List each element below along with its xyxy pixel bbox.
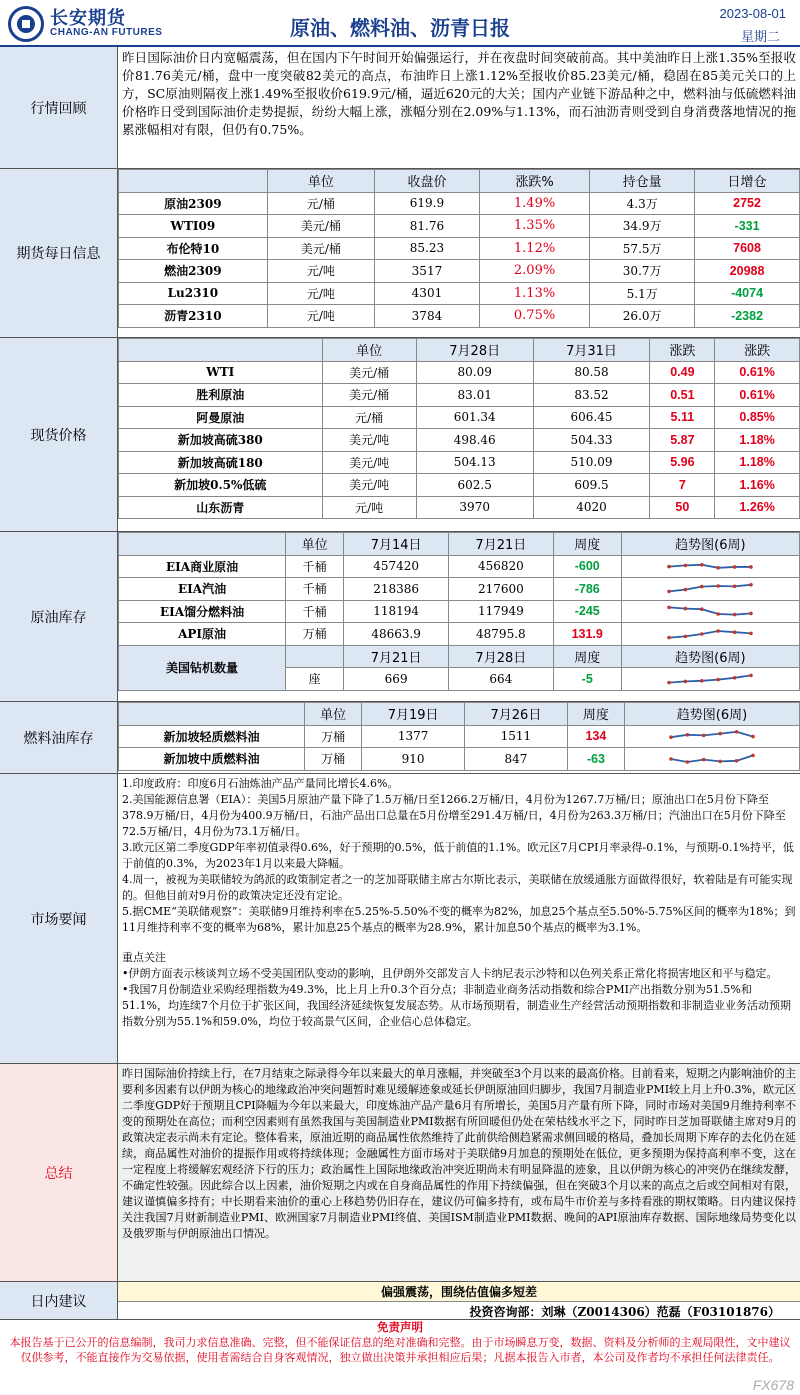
column-header: 7月19日	[362, 703, 465, 726]
section-label: 原油库存	[0, 532, 118, 701]
trend-line	[669, 631, 751, 638]
trend-chart-cell	[621, 623, 799, 646]
price-prev: 601.34	[416, 406, 533, 429]
change-pct: 1.49%	[479, 192, 589, 215]
disclaimer-text: 本报告基于已公开的信息编制，我司力求信息准确、完整，但不能保证信息的绝对准确和完整。由于市场瞬息万变，数据、资料及分析师的主观局限性，文中建议仅供参考，不能直接作为交易依据，使用者需结合自身客观情况，独立做出决策并承担相应后果；凡据本报告入市者，本公司及作者均不承担任何法律责任。	[9, 1336, 791, 1364]
trend-line	[669, 675, 751, 682]
weekly-change: -245	[553, 600, 621, 623]
trend-point	[733, 565, 737, 569]
price-change-pct: 0.85%	[715, 406, 800, 429]
spot-table	[118, 338, 800, 519]
column-header: 7月21日	[344, 645, 449, 668]
unit: 美元/桶	[322, 361, 416, 384]
price-change: 0.49	[650, 361, 715, 384]
unit: 万桶	[305, 748, 362, 771]
unit: 元/桶	[267, 192, 374, 215]
unit: 美元/吨	[322, 451, 416, 474]
table-header-row	[119, 533, 800, 556]
fuel-inventory-table	[118, 702, 800, 771]
close-price: 4301	[375, 282, 480, 305]
disclaimer	[0, 1320, 800, 1395]
trend-point	[750, 612, 754, 616]
trend-sparkline	[665, 626, 755, 642]
report-title: 原油、燃料油、沥青日报	[290, 16, 510, 40]
table-header-row	[119, 170, 800, 193]
trend-point	[669, 757, 673, 761]
table-row	[119, 623, 800, 646]
table-header-row	[119, 703, 800, 726]
contract-name: 原油2309	[119, 192, 268, 215]
price-curr: 4020	[533, 496, 650, 519]
fuel-inventory-section	[0, 702, 800, 774]
trend-point	[668, 565, 672, 569]
unit: 元/吨	[322, 496, 416, 519]
trend-chart-cell	[621, 668, 799, 691]
table-row	[119, 555, 800, 578]
column-header: 单位	[322, 339, 416, 362]
daily-oi-change: 7608	[695, 237, 800, 260]
price-change: 5.87	[650, 429, 715, 452]
close-price: 81.76	[375, 215, 480, 238]
price-change: 5.96	[650, 451, 715, 474]
trend-point	[686, 760, 690, 764]
table-header-row	[119, 339, 800, 362]
trend-point	[751, 753, 755, 757]
unit: 美元/吨	[322, 474, 416, 497]
product-name: 新加坡高硫180	[119, 451, 323, 474]
trend-sparkline	[665, 581, 755, 597]
trend-point	[700, 632, 704, 636]
contract-name: Lu2310	[119, 282, 268, 305]
trend-point	[686, 733, 690, 737]
market-review-text: 昨日国际油价日内宽幅震荡，但在国内下午时间开始偏强运行，并在夜盘时间突破前高。其中美油昨日上涨1.35%至报收价81.76美元/桶，盘中一度突破82美元的高点，布油昨日上涨1.12%至报收价85.23美元/桶，稳固在85美元关口的上方，SC原油则隔夜上涨1.49%至报收价619.9元/桶，逼近620元的大关；国内产业链下游品种之中，燃料油与低硫燃料油价格昨日受到国际油价走势提振，纷纷大幅上涨，涨幅分别在2.09%与1.13%，而石油沥青则受到自身消费落地情况的拖累涨幅相对有限，但仍有0.75%。	[122, 50, 796, 137]
column-header	[119, 703, 305, 726]
trend-point	[750, 673, 754, 677]
change-pct: 2.09%	[479, 260, 589, 283]
value-curr: 217600	[448, 578, 553, 601]
price-prev: 498.46	[416, 429, 533, 452]
summary-text: 昨日国际油价持续上行，在7月结束之际录得今年以来最大的单月涨幅，并突破至3个月以来的最高价格。目前看来，短期之内影响油价的主要利多因素有以伊朗为核心的地缘政治冲突问题暂时难见缓解迹象或延长伊朗原油回归脚步，我国7月制造业PMI较上月上升0.3%，欧元区二季度GDP好于预期且CPI降幅为今年以来最大，印度炼油产品产量6月有所增长，美国5月产量有所下降，同时市场对美国9月维持利率不变的预期处在高位；而利空因素则有虽然我国与美国制造业PMI数据有所回暖但仍处在荣枯线水平之下，同时昨日芝加哥联储主席对9月的政策决定表示尚未有定论。整体看来，原油近期的商品属性依然维持了此前供给侧趋紧需求侧回暖的格局，叠加长周期下库存的去化仍在延续，商品属性对油价的提振作用或将持续体现；金融属性方面市场对于美联储9月加息的预期处在低位，更多预期为保持高利率不变，这在一定程度上将缓解宏观经济下行的压力；政治属性上国际地缘政治冲突近期尚未有明显降温的迹象，且以伊朗为核心的冲突仍在继续发酵，不确定性较强。因此综合以上因素，油价短期之内或在自身商品属性的作用下持续偏强，但在突破3个月以来的高点之后或空间相对有限，建议谨慎偏多持有；中长期看来油价的重心上移趋势仍旧存在，建议仍可偏多持有，或布局牛市价差与多持看涨的期权策略。日内建议保持关注我国7月财新制造业PMI、欧洲国家7月制造业PMI终值、美国ISM制造业PMI数据、晚间的API原油库存数据、国际地缘局势变化以及俄罗斯与伊朗原油出口情况。	[118, 1064, 800, 1244]
weekly-change: -600	[553, 555, 621, 578]
table-row	[119, 578, 800, 601]
value-prev: 669	[344, 668, 449, 691]
trend-point	[750, 583, 754, 587]
section-label: 期货每日信息	[0, 169, 118, 337]
trend-point	[717, 566, 721, 570]
news-item: 3.欧元区第二季度GDP年率初值录得0.6%，好于预期的0.5%，低于前值的1.1%。欧元区7月CPI月率录得-0.1%，与预期-0.1%持平，低于前值的0.3%，为2023年1月以来最大降幅。	[122, 841, 794, 870]
rig-count-name: 美国钻机数量	[119, 645, 286, 690]
column-header: 7月14日	[344, 533, 449, 556]
trend-point	[684, 634, 688, 638]
column-header: 7月26日	[465, 703, 568, 726]
unit: 万桶	[305, 725, 362, 748]
value-curr: 456820	[448, 555, 553, 578]
product-name: WTI	[119, 361, 323, 384]
column-header: 单位	[286, 533, 344, 556]
price-curr: 504.33	[533, 429, 650, 452]
unit: 元/吨	[267, 305, 374, 328]
table-row	[119, 496, 800, 519]
trend-sparkline	[665, 603, 755, 619]
column-header: 涨跌	[650, 339, 715, 362]
price-curr: 80.58	[533, 361, 650, 384]
change-pct: 0.75%	[479, 305, 589, 328]
contract-name: 布伦特10	[119, 237, 268, 260]
trend-point	[717, 629, 721, 633]
table-row	[119, 451, 800, 474]
value-curr: 847	[465, 748, 568, 771]
table-row	[119, 406, 800, 429]
daily-oi-change: 20988	[695, 260, 800, 283]
table-row	[119, 361, 800, 384]
trend-point	[717, 584, 721, 588]
section-label: 日内建议	[0, 1282, 118, 1319]
trend-point	[684, 564, 688, 568]
trend-point	[668, 589, 672, 593]
price-prev: 80.09	[416, 361, 533, 384]
trend-point	[733, 613, 737, 617]
trend-point	[700, 679, 704, 683]
daily-oi-change: -331	[695, 215, 800, 238]
news-item: 5.据CME“美联储观察”：美联储9月维持利率在5.25%-5.50%不变的概率为82%，加息25个基点至5.50%-5.75%区间的概率为18%；到11月维持利率不变的概率为68%，累计加息25个基点的概率为28.9%，累计加息50个基点的概率为3.1%。	[122, 905, 796, 934]
rig-header-row	[119, 645, 800, 668]
trend-point	[733, 676, 737, 680]
weekly-change: 134	[567, 725, 624, 748]
focus-title: 重点关注	[122, 951, 166, 964]
table-row	[119, 429, 800, 452]
price-prev: 3970	[416, 496, 533, 519]
trend-point	[668, 681, 672, 685]
price-curr: 606.45	[533, 406, 650, 429]
crude-inventory-table	[118, 532, 800, 691]
column-header: 7月28日	[416, 339, 533, 362]
daily-oi-change: -2382	[695, 305, 800, 328]
table-row	[119, 748, 800, 771]
change-pct: 1.35%	[479, 215, 589, 238]
news-item: 4.周一，被视为美联储较为鸽派的政策制定者之一的芝加哥联储主席古尔斯比表示，美联储在放缓通胀方面做得很好，软着陆是有可能实现的。但他目前对9月份的政策决定还没有定论。	[122, 873, 793, 902]
column-header: 趋势图(6周)	[624, 703, 799, 726]
price-prev: 602.5	[416, 474, 533, 497]
open-interest: 5.1万	[590, 282, 695, 305]
column-header: 单位	[305, 703, 362, 726]
value-prev: 218386	[344, 578, 449, 601]
unit: 美元/桶	[322, 384, 416, 407]
trend-chart-cell	[624, 725, 799, 748]
product-name: 山东沥青	[119, 496, 323, 519]
open-interest: 57.5万	[590, 237, 695, 260]
trend-chart-cell	[621, 578, 799, 601]
trend-sparkline	[667, 751, 757, 767]
value-prev: 457420	[344, 555, 449, 578]
table-row	[119, 600, 800, 623]
column-header: 趋势图(6周)	[621, 645, 799, 668]
price-change-pct: 1.16%	[715, 474, 800, 497]
spot-section	[0, 338, 800, 532]
price-prev: 83.01	[416, 384, 533, 407]
trend-point	[702, 758, 706, 762]
trend-point	[684, 679, 688, 683]
watermark: FX678	[752, 1377, 794, 1393]
unit: 座	[286, 668, 344, 691]
trend-point	[700, 608, 704, 612]
trend-point	[700, 585, 704, 589]
value-prev: 1377	[362, 725, 465, 748]
price-change-pct: 1.26%	[715, 496, 800, 519]
brand-name-en: CHANG-AN FUTURES	[50, 27, 163, 38]
trend-point	[700, 563, 704, 567]
inventory-name: 新加坡中质燃料油	[119, 748, 305, 771]
price-curr: 83.52	[533, 384, 650, 407]
price-curr: 510.09	[533, 451, 650, 474]
report-date: 2023-08-01	[719, 6, 786, 21]
trend-point	[750, 631, 754, 635]
daily-oi-change: -4074	[695, 282, 800, 305]
close-price: 85.23	[375, 237, 480, 260]
column-header: 涨跌%	[479, 170, 589, 193]
column-header	[119, 170, 268, 193]
product-name: 新加坡0.5%低硫	[119, 474, 323, 497]
contract-name: WTI09	[119, 215, 268, 238]
trend-point	[733, 630, 737, 634]
column-header: 单位	[267, 170, 374, 193]
trend-point	[684, 607, 688, 611]
table-row	[119, 725, 800, 748]
column-header: 趋势图(6周)	[621, 533, 799, 556]
column-header	[119, 339, 323, 362]
report-header	[0, 0, 800, 47]
contract-name: 燃油2309	[119, 260, 268, 283]
table-row	[119, 192, 800, 215]
value-prev: 910	[362, 748, 465, 771]
trend-point	[718, 732, 722, 736]
weekly-change: -5	[553, 668, 621, 691]
news-item: 2.美国能源信息署（EIA）：美国5月原油产量下降了1.5万桶/日至1266.2万桶/日，4月份为1267.7万桶/日；原油出口在5月份下降至378.9万桶/日，4月份为400.9万桶/日，石油产品出口总量在5月份增至291.4万桶/日，4月份为263.3万桶/日；汽油出口在5月份下降至72.5万桶/日，4月份为73.1万桶/日。	[122, 793, 786, 838]
trend-point	[717, 678, 721, 682]
section-label: 市场要闻	[0, 774, 118, 1063]
unit: 千桶	[286, 600, 344, 623]
column-header: 7月28日	[448, 645, 553, 668]
trend-chart-cell	[621, 555, 799, 578]
inventory-name: API原油	[119, 623, 286, 646]
unit: 千桶	[286, 578, 344, 601]
unit: 万桶	[286, 623, 344, 646]
intraday-advice-text: 偏强震荡，围绕估值偏多短差	[118, 1282, 800, 1302]
price-change-pct: 1.18%	[715, 451, 800, 474]
close-price: 3517	[375, 260, 480, 283]
futures-table	[118, 169, 800, 328]
unit: 美元/吨	[322, 429, 416, 452]
section-label: 现货价格	[0, 338, 118, 531]
trend-line	[669, 608, 751, 615]
close-price: 619.9	[375, 192, 480, 215]
change-pct: 1.12%	[479, 237, 589, 260]
column-header: 周度	[553, 533, 621, 556]
trend-chart-cell	[624, 748, 799, 771]
trend-point	[718, 759, 722, 763]
trend-point	[735, 759, 739, 763]
close-price: 3784	[375, 305, 480, 328]
price-prev: 504.13	[416, 451, 533, 474]
value-prev: 118194	[344, 600, 449, 623]
focus-item: •伊朗方面表示核谈判立场不受美国团队变动的影响，且伊朗外交部发言人卡纳尼表示沙特和以色列关系正常化将损害地区和平与稳定。	[122, 967, 778, 980]
column-header: 周度	[567, 703, 624, 726]
trend-point	[702, 734, 706, 738]
column-header	[119, 533, 286, 556]
column-header: 日增仓	[695, 170, 800, 193]
trend-point	[733, 584, 737, 588]
open-interest: 26.0万	[590, 305, 695, 328]
disclaimer-title: 免责声明	[377, 1320, 423, 1334]
trend-line	[671, 755, 753, 762]
price-change: 50	[650, 496, 715, 519]
column-header: 涨跌	[715, 339, 800, 362]
trend-line	[669, 565, 751, 568]
inventory-name: EIA汽油	[119, 578, 286, 601]
column-header: 7月21日	[448, 533, 553, 556]
intraday-advice-section	[0, 1282, 800, 1320]
trend-point	[751, 735, 755, 739]
product-name: 新加坡高硫380	[119, 429, 323, 452]
unit: 元/桶	[322, 406, 416, 429]
weekly-change: -786	[553, 578, 621, 601]
price-curr: 609.5	[533, 474, 650, 497]
product-name: 阿曼原油	[119, 406, 323, 429]
value-curr: 1511	[465, 725, 568, 748]
report-weekday: 星期二	[740, 30, 780, 45]
column-header: 7月31日	[533, 339, 650, 362]
contract-name: 沥青2310	[119, 305, 268, 328]
value-curr: 117949	[448, 600, 553, 623]
value-prev: 48663.9	[344, 623, 449, 646]
price-change: 7	[650, 474, 715, 497]
inventory-name: EIA商业原油	[119, 555, 286, 578]
news-item: 1.印度政府：印度6月石油炼油产品产量同比增长4.6%。	[122, 777, 399, 790]
change-pct: 1.13%	[479, 282, 589, 305]
weekly-change: -63	[567, 748, 624, 771]
trend-point	[684, 588, 688, 592]
column-header: 周度	[553, 645, 621, 668]
table-row	[119, 474, 800, 497]
column-header: 收盘价	[375, 170, 480, 193]
analyst-contact: 投资咨询部：刘琳（Z0014306）范磊（F03101876）	[469, 1305, 780, 1319]
price-change: 5.11	[650, 406, 715, 429]
blank-cell	[286, 645, 344, 668]
table-row	[119, 237, 800, 260]
column-header: 持仓量	[590, 170, 695, 193]
open-interest: 30.7万	[590, 260, 695, 283]
value-curr: 664	[448, 668, 553, 691]
market-news-list	[118, 774, 800, 1032]
market-news-section	[0, 774, 800, 1064]
trend-chart-cell	[621, 600, 799, 623]
trend-sparkline	[665, 671, 755, 687]
unit: 元/吨	[267, 260, 374, 283]
market-review-section	[0, 47, 800, 169]
section-label: 行情回顾	[0, 47, 118, 168]
inventory-name: 新加坡轻质燃料油	[119, 725, 305, 748]
crude-inventory-section	[0, 532, 800, 702]
trend-line	[669, 585, 751, 592]
table-row	[119, 215, 800, 238]
table-row	[119, 282, 800, 305]
trend-point	[668, 636, 672, 640]
unit: 美元/桶	[267, 215, 374, 238]
product-name: 胜利原油	[119, 384, 323, 407]
brand-name-cn: 长安期货	[50, 8, 126, 29]
price-change-pct: 0.61%	[715, 384, 800, 407]
unit: 美元/桶	[267, 237, 374, 260]
trend-point	[750, 565, 754, 569]
price-change-pct: 1.18%	[715, 429, 800, 452]
price-change-pct: 0.61%	[715, 361, 800, 384]
table-row	[119, 305, 800, 328]
unit: 千桶	[286, 555, 344, 578]
trend-point	[735, 730, 739, 734]
section-label: 燃料油库存	[0, 702, 118, 773]
price-change: 0.51	[650, 384, 715, 407]
trend-point	[717, 612, 721, 616]
futures-section	[0, 169, 800, 338]
trend-sparkline	[665, 558, 755, 574]
open-interest: 4.3万	[590, 192, 695, 215]
trend-sparkline	[667, 728, 757, 744]
focus-item: •我国7月份制造业采购经理指数为49.3%，比上月上升0.3个百分点；非制造业商务活动指数和综合PMI产出指数分别为51.5%和51.1%，均连续7个月位于扩张区间，我国经济延续恢复发展态势。从市场预期看，制造业生产经营活动预期指数和非制造业业务活动预期指数分别为55.1%和59.0%，均位于较高景气区间，企业信心总体稳定。	[122, 983, 791, 1028]
trend-point	[668, 606, 672, 610]
inventory-name: EIA馏分燃料油	[119, 600, 286, 623]
open-interest: 34.9万	[590, 215, 695, 238]
unit: 元/吨	[267, 282, 374, 305]
daily-oi-change: 2752	[695, 192, 800, 215]
trend-point	[669, 736, 673, 740]
table-row	[119, 260, 800, 283]
value-curr: 48795.8	[448, 623, 553, 646]
weekly-change: 131.9	[553, 623, 621, 646]
summary-section	[0, 1064, 800, 1282]
section-label: 总结	[0, 1064, 118, 1281]
trend-line	[671, 732, 753, 737]
table-row	[119, 384, 800, 407]
